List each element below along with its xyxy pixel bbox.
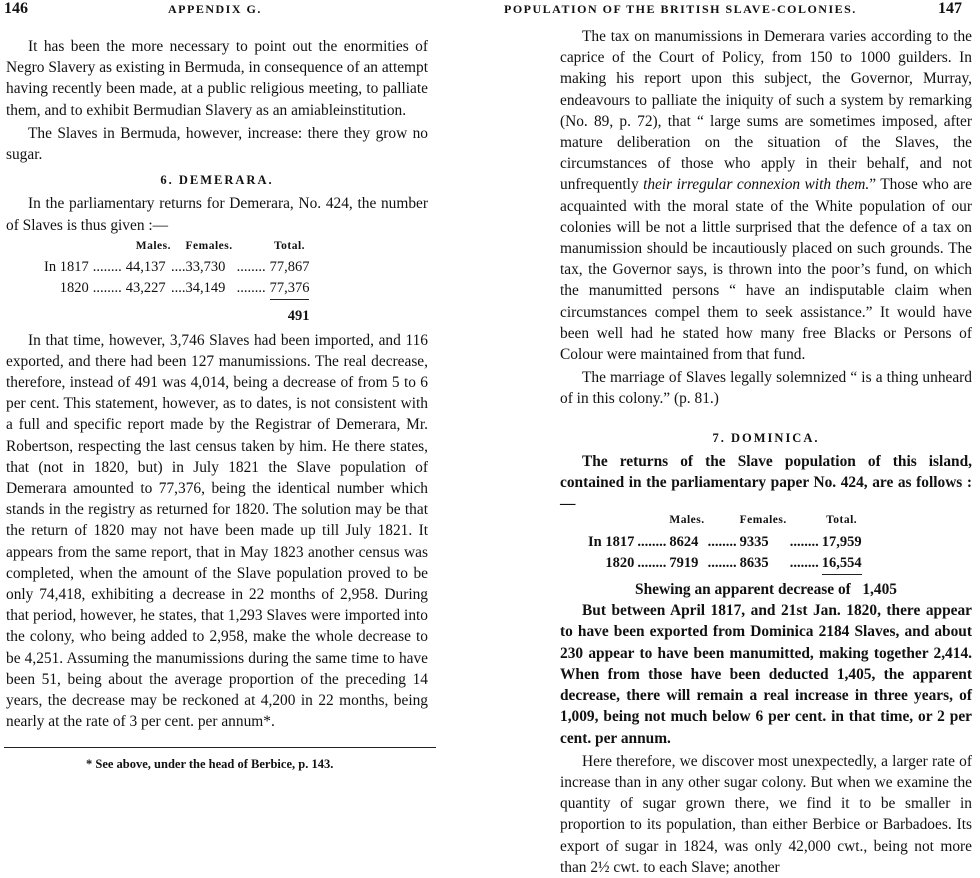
column-header: Females.	[739, 514, 787, 527]
paragraph	[560, 26, 972, 365]
table-header-row	[44, 236, 309, 257]
page-number: 147	[938, 0, 962, 17]
row-label: 1820	[59, 280, 89, 297]
table-row	[44, 278, 309, 300]
text-run: ” Those who are acquainted with the moral state of the White population of our colonies will be not a little surprised that the defence of a tax on manumission should be incautiously placed on such grounds. The tax, the Governor says, is thrown into the poor’s fund, on which the manumitted persons “ have an indisputable claim when circumstances compel them to seek assistance.” It would have been well had he stated how many free Blacks or Persons of Colour were maintained from that fund.	[560, 176, 972, 364]
running-header: APPENDIX G.	[168, 2, 262, 16]
paragraph: But between April 1817, and 21st Jan. 1820, there appear to have been exported from Dominica 2184 Slaves, and about 230 appear to have been manumitted, making together 2,414. When from those have been deducted 1,405, the apparent decrease, there will remain a real increase in three years, of 1,009, being not much below 6 per cent. in that time, or 2 per cent. per annum.	[560, 602, 972, 747]
italic-run: their irregular connexion with them.	[643, 176, 870, 194]
right-text-body	[560, 26, 972, 878]
text-run: The tax on manumissions in Demerara varies according to the caprice of the Court of Policy, from 150 to 1000 guilders. In making his report upon this subject, the Governor, Murray, endeavours to palliate the iniquity of such a system by remarking (No. 89, p. 72), that “ large sums are sometimes imposed, after mature deliberation on the situation of the Slaves, the circumstances of those who apply in their behalf, and not unfrequently	[560, 28, 972, 194]
males-value: 8624	[669, 533, 699, 550]
shewing-label: Shewing an apparent decrease of	[635, 581, 851, 599]
column-header: Total.	[274, 239, 306, 252]
males-value: 44,137	[125, 259, 166, 276]
females-value: 9335	[739, 533, 769, 550]
section-heading: 6. DEMERARA.	[160, 173, 274, 188]
column-header: Males.	[669, 514, 705, 527]
leader-dots: ........	[236, 280, 266, 297]
column-header: Females.	[185, 239, 233, 252]
leader-dots: ........	[707, 533, 737, 550]
column-header: Total.	[826, 514, 858, 527]
females-value: 8635	[739, 555, 769, 572]
difference-value: 491	[287, 308, 310, 325]
section-heading: 7. DOMINICA.	[712, 430, 820, 445]
total-value: 77,867	[269, 259, 310, 276]
leader-dots: ....	[170, 280, 186, 297]
paragraph: In that time, however, 3,746 Slaves had been imported, and 116 exported, and there had been 127 manumissions. The real decrease, therefore, instead of 491 was 4,014, being a decrease of from 5 to 6 per cent. This statement, however, as to dates, is not consistent with a full and specific report made by the Registrar of Demerara, Mr. Robertson, respecting the last census taken by him. He there states, that (not in 1820, but) in July 1821 the Slave population of Demerara amounted to 77,376, being the identical number which stands in the registry as returned for 1820. The solution may be that the return of 1820 may not have been made up till July 1821. It appears from the same report, that in May 1823 another census was completed, when the amount of the Slave population proved to be only 74,418, exhibiting a decrease in 22 months of 2,958. During that period, however, he states, that 1,293 Slaves were imported into the colony, who being added to 2,958, make the whole decrease to be 4,251. Assuming the manumissions during the same time to have been 51, being about the average proportion of the preceding 14 years, the decrease may be reckoned at 4,200 in 22 months, being nearly at the rate of 3 per cent. per annum*.	[6, 331, 428, 731]
column-header: Males.	[135, 239, 171, 252]
footnote: * See above, under the head of Berbice, p. 143.	[86, 757, 334, 771]
table-row	[588, 553, 862, 575]
males-value: 7919	[669, 555, 699, 572]
row-label: In 1817	[588, 533, 635, 550]
running-header: POPULATION OF THE BRITISH SLAVE-COLONIES.	[504, 2, 857, 16]
leader-dots: ........	[236, 259, 266, 276]
leader-dots: ........	[637, 533, 667, 550]
table-row	[588, 532, 862, 553]
shewing-line	[560, 579, 972, 600]
dominica-table	[588, 510, 862, 575]
total-value: 16,554	[822, 553, 862, 575]
leader-dots: ........	[92, 280, 122, 297]
leader-dots: ........	[789, 555, 819, 572]
table-row	[44, 257, 309, 278]
leader-dots: ....	[170, 259, 186, 276]
row-label: 1820	[605, 555, 635, 572]
total-value: 17,959	[821, 533, 862, 550]
page-number: 146	[4, 0, 28, 17]
paragraph: In the parliamentary returns for Demerara, No. 424, the number of Slaves is thus given :—	[6, 195, 428, 234]
leader-dots: ........	[707, 555, 737, 572]
right-page	[490, 0, 980, 876]
females-value: 33,730	[185, 259, 226, 276]
paragraph: The marriage of Slaves legally solemnized “ is a thing unheard of in this colony.” (p. 81.)	[560, 369, 972, 408]
total-value: 77,376	[270, 278, 310, 300]
paragraph: The returns of the Slave population of this island, contained in the parliamentary paper No. 424, are as follows :—	[560, 452, 972, 513]
leader-dots: ........	[92, 259, 122, 276]
shewing-value: 1,405	[862, 581, 897, 599]
paragraph: Here therefore, we discover most unexpectedly, a larger rate of increase than in any other sugar colony. But when we examine the quantity of sugar grown there, we find it to be smaller in proportion to its population, than either Berbice or Barbadoes. Its export of sugar in 1824, was only 42,000 cwt., being not more than 2½ cwt. to each Slave; another	[560, 752, 972, 876]
leader-dots: ........	[789, 533, 819, 550]
left-page	[0, 0, 490, 811]
paragraph: The Slaves in Bermuda, however, increase: there they grow no sugar.	[6, 124, 428, 164]
left-text-body	[6, 36, 428, 733]
demerara-table	[44, 236, 309, 328]
footnote-rule	[4, 747, 436, 748]
leader-dots: ........	[637, 555, 667, 572]
females-value: 34,149	[185, 280, 226, 297]
males-value: 43,227	[125, 280, 166, 297]
paragraph: It has been the more necessary to point out the enormities of Negro Slavery as existing in Bermuda, in consequence of an attempt having recently been made, at a public religious meeting, to palliate them, and to exhibit Bermudian Slavery as an amiableinstitution.	[6, 38, 428, 119]
row-label: In 1817	[44, 259, 89, 276]
table-header-row	[588, 510, 862, 531]
table-row	[44, 300, 309, 328]
